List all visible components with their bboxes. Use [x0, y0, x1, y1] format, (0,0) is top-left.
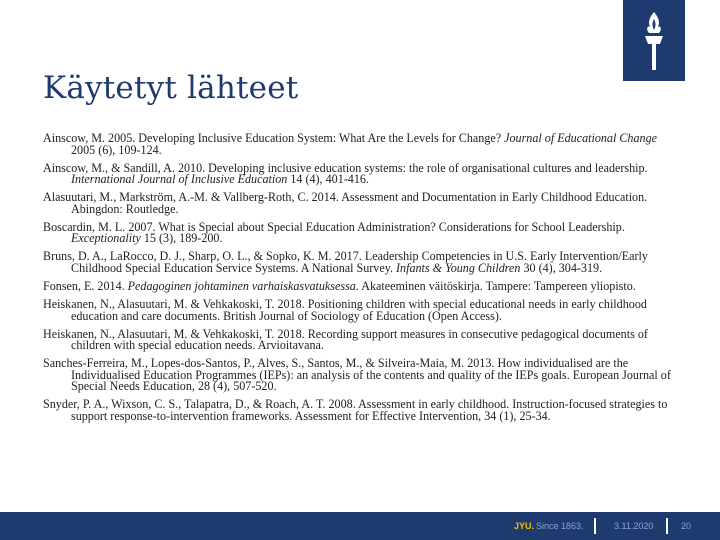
footer-divider: [666, 518, 668, 534]
page-title: Käytetyt lähteet: [43, 70, 299, 106]
reference-text: Fonsen, E. 2014.: [43, 278, 128, 293]
reference-text: Bruns, D. A., LaRocco, D. J., Sharp, O. L., & Sopko, K. M. 2017. Leadership Competencies in U.S. Early Intervention/Early Childhood Special Education Service Systems. A National Survey.: [43, 249, 648, 275]
reference-text: 15 (3), 189-200.: [140, 231, 223, 246]
reference-text: Ainscow, M. 2005. Developing Inclusive Education System: What Are the Levels for Change?: [43, 131, 505, 145]
footer-divider: [594, 518, 596, 534]
reference-item: [43, 326, 675, 353]
reference-text: Snyder, P. A., Wixson, C. S., Talapatra, D., & Roach, A. T. 2008. Assessment in early childhood. Instruction-focused strategies to support response-to-intervention frameworks. Assessment for Effective Intervention, 34 (1), 25-34.: [43, 397, 668, 423]
reference-text: Ainscow, M., & Sandill, A. 2010. Developing inclusive education systems: the role of organisational cultures and leadership.: [43, 160, 648, 175]
torch-icon: [623, 0, 685, 81]
reference-italic-text: Journal of Educational Change: [504, 131, 657, 145]
reference-item: [43, 133, 675, 156]
footer-since: Since 1863.: [536, 521, 584, 531]
reference-item: [43, 251, 675, 274]
reference-text: Akateeminen väitöskirja. Tampere: Tampereen yliopisto.: [358, 278, 636, 293]
reference-item: [43, 278, 675, 293]
university-logo: [623, 0, 685, 81]
reference-italic-text: Infants & Young Children: [396, 260, 521, 275]
reference-item: [43, 192, 675, 215]
reference-text: 2005 (6), 109-124.: [71, 142, 162, 157]
reference-item: [43, 160, 675, 187]
reference-text: 30 (4), 304-319.: [520, 260, 603, 275]
reference-italic-text: Pedagoginen johtaminen varhaiskasvatuksessa.: [127, 278, 359, 293]
reference-text: Sanches-Ferreira, M., Lopes-dos-Santos, P., Alves, S., Santos, M., & Silveira-Maia, M. 2013. How individualised are the Individualised Education Programmes (IEPs): an analysis of the contents and quality of the IEPs goals. European Journal of Special Needs Education, 28 (4), 507-520.: [43, 356, 671, 394]
reference-item: [43, 299, 675, 322]
reference-item: [43, 219, 675, 246]
reference-text: Boscardin, M. L. 2007. What is Special about Special Education Administration? Considerations for School Leadership.: [43, 219, 625, 234]
reference-text: Heiskanen, N., Alasuutari, M. & Vehkakoski, T. 2018. Positioning children with special educational needs in early childhood education and care documents. British Journal of Sociology of Education (Open Access).: [43, 297, 647, 323]
reference-list: [43, 133, 675, 429]
footer-brand: JYU.: [514, 521, 535, 531]
reference-item: [43, 399, 675, 422]
footer-bar: [0, 512, 720, 540]
reference-item: [43, 358, 675, 393]
reference-italic-text: Exceptionality: [71, 231, 141, 246]
reference-text: Heiskanen, N., Alasuutari, M. & Vehkakoski, T. 2018. Recording support measures in consecutive pedagogical documents of children with special education needs. Arvioitavana.: [43, 326, 648, 353]
footer-date: 3.11.2020: [614, 521, 654, 531]
reference-italic-text: International Journal of Inclusive Education: [71, 172, 288, 187]
reference-text: 14 (4), 401-416.: [287, 172, 369, 187]
page-number: 20: [681, 521, 692, 531]
reference-text: Alasuutari, M., Markström, A.-M. & Vallberg-Roth, C. 2014. Assessment and Documentation in Early Childhood Education. Abingdon: Routledge.: [43, 190, 648, 216]
